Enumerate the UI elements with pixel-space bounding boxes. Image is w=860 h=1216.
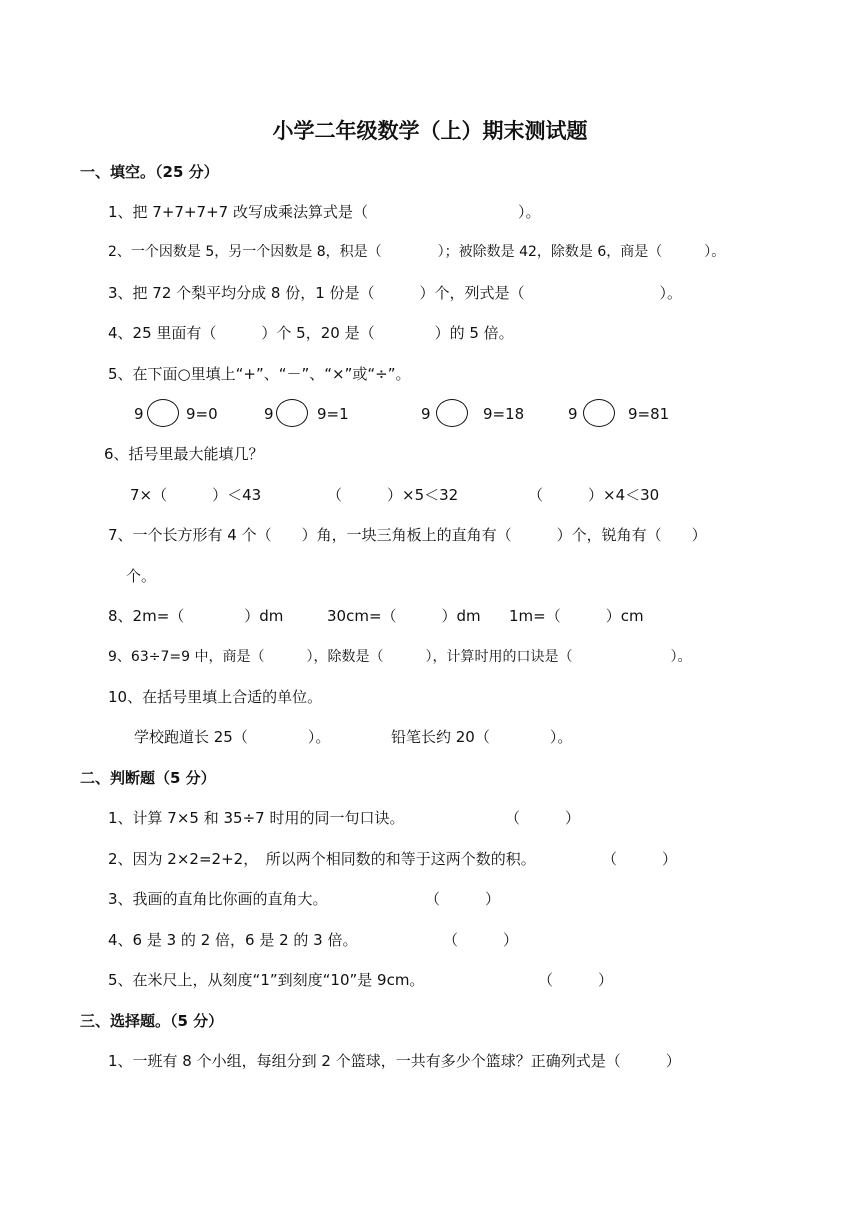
q6-item-2: （ ）×5＜32 [327,486,459,504]
operator-circle[interactable] [147,399,179,427]
q8-item-1: 8、2m=（ ）dm [108,607,284,625]
tf-item-1: 1、计算 7×5 和 35÷7 时用的同一句口诀。 [108,809,405,827]
q5-item-4-left: 9 [568,405,578,423]
tf-item-1-paren: （ ） [505,809,581,827]
tf-item-3-paren: （ ） [425,890,501,908]
q5-item-2-left: 9 [264,405,274,423]
tf-item-4: 4、6 是 3 的 2 倍，6 是 2 的 3 倍。 [108,931,358,949]
q10-item-1: 学校跑道长 25（ ）。 [134,728,331,746]
question-1-2: 2、一个因数是 5，另一个因数是 8，积是（ ）；被除数是 42，除数是 6，商是（ ）。 [108,244,726,260]
operator-circle[interactable] [436,399,468,427]
q8-item-3: 1m=（ ）cm [509,607,644,625]
q5-item-2-right: 9=1 [317,405,349,423]
question-1-6: 6、括号里最大能填几？ [104,445,264,463]
operator-circle[interactable] [276,399,308,427]
tf-item-2: 2、因为 2×2=2+2， 所以两个相同数的和等于这两个数的积。 [108,850,536,868]
section-heading-fill-in: 一、填空。（25 分） [80,163,219,181]
question-1-10: 10、在括号里填上合适的单位。 [108,688,323,706]
operator-circle[interactable] [583,399,615,427]
q6-item-1: 7×（ ）＜43 [130,486,262,504]
question-1-1: 1、把 7+7+7+7 改写成乘法算式是（ ）。 [108,203,541,221]
question-1-9: 9、63÷7=9 中，商是（ ），除数是（ ），计算时用的口诀是（ ）。 [108,649,692,665]
section-heading-true-false: 二、判断题（5 分） [80,769,216,787]
q5-item-3-right: 9=18 [483,405,525,423]
question-1-4: 4、25 里面有（ ）个 5，20 是（ ）的 5 倍。 [108,324,514,342]
q6-item-3: （ ）×4＜30 [528,486,660,504]
mc-question-1: 1、一班有 8 个小组，每组分到 2 个篮球，一共有多少个篮球？正确列式是（ ） [108,1052,681,1070]
tf-item-3: 3、我画的直角比你画的直角大。 [108,890,328,908]
question-1-5: 5、在下面○里填上“+”、“－”、“×”或“÷”。 [108,365,411,383]
tf-item-5-paren: （ ） [538,971,614,989]
q10-item-2: 铅笔长约 20（ ）。 [391,728,573,746]
section-heading-multiple-choice: 三、选择题。（5 分） [80,1012,224,1030]
q5-item-3-left: 9 [421,405,431,423]
page-title: 小学二年级数学（上）期末测试题 [272,119,588,143]
q5-item-1-left: 9 [134,405,144,423]
question-1-3: 3、把 72 个梨平均分成 8 份，1 份是（ ）个，列式是（ ）。 [108,284,683,302]
question-1-7: 7、一个长方形有 4 个（ ）角，一块三角板上的直角有（ ）个，锐角有（ ） [108,526,707,544]
tf-item-5: 5、在米尺上，从刻度“1”到刻度“10”是 9cm。 [108,971,425,989]
tf-item-2-paren: （ ） [602,850,678,868]
q5-item-1-right: 9=0 [186,405,218,423]
q8-item-2: 30cm=（ ）dm [327,607,481,625]
question-1-7-continued: 个。 [126,567,157,585]
q5-item-4-right: 9=81 [628,405,670,423]
tf-item-4-paren: （ ） [443,931,519,949]
